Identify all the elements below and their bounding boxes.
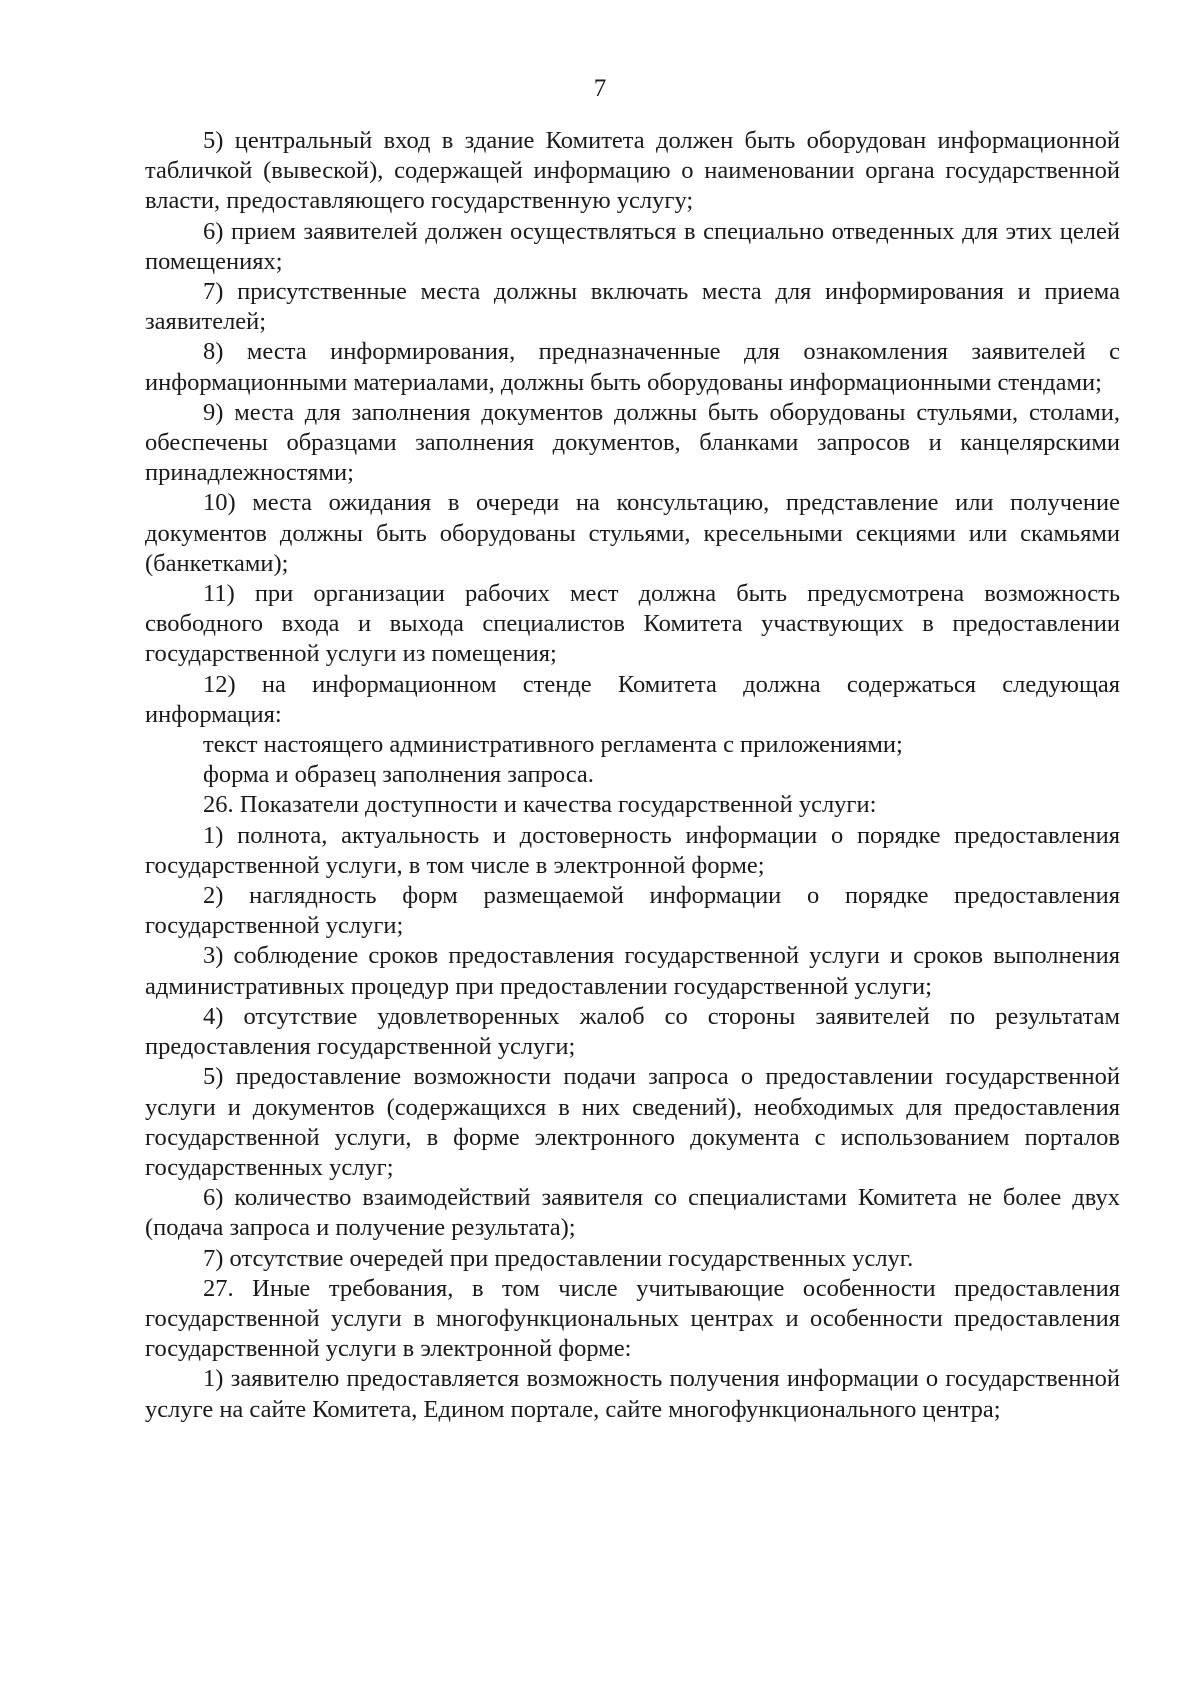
- paragraph-item-11: 11) при организации рабочих мест должна быть предусмотрена возможность свободного входа и выхода специалистов Комитета участвующих в предоставлении государственной услуги из помещения;: [145, 580, 1120, 668]
- paragraph-item-6: 6) прием заявителей должен осуществляться в специально отведенных для этих целей помещениях;: [145, 217, 1120, 275]
- paragraph-item-8: 8) места информирования, предназначенные для ознакомления заявителей с информационными материалами, должны быть оборудованы информационными стендами;: [145, 338, 1120, 396]
- paragraph-26-item-2: 2) наглядность форм размещаемой информации о порядке предоставления государственной услуги;: [145, 882, 1120, 940]
- paragraph-26-item-4: 4) отсутствие удовлетворенных жалоб со стороны заявителей по результатам предоставления государственной услуги;: [145, 1002, 1120, 1061]
- document-body: [145, 126, 1120, 1425]
- section-27-heading: 27. Иные требования, в том числе учитывающие особенности предоставления государственной услуги в многофункциональных центрах и особенности предоставления государственной услуги в электронной форме:: [145, 1274, 1120, 1363]
- paragraph-item-10: 10) места ожидания в очереди на консультацию, представление или получение документов должны быть оборудованы стульями, кресельными секциями или скамьями (банкетками);: [145, 489, 1120, 577]
- paragraph-info-form: форма и образец заполнения запроса.: [203, 761, 594, 789]
- paragraph-26-item-6: 6) количество взаимодействий заявителя со специалистами Комитета не более двух (подача запроса и получение результата);: [145, 1184, 1120, 1242]
- paragraph-26-item-1: 1) полнота, актуальность и достоверность информации о порядке предоставления государственной услуги, в том числе в электронной форме;: [145, 821, 1120, 879]
- paragraph-info-text: текст настоящего административного регламента с приложениями;: [203, 731, 903, 759]
- paragraph-item-9: 9) места для заполнения документов должны быть оборудованы стульями, столами, обеспечены образцами заполнения документов, бланками запросов и канцелярскими принадлежностями;: [145, 398, 1120, 487]
- paragraph-26-item-5: 5) предоставление возможности подачи запроса о предоставлении государственной услуги и документов (содержащихся в них сведений), необходимых для предоставления государственной услуги, в форме электронного документа с использованием порталов государственных услуг;: [145, 1063, 1120, 1181]
- paragraph-26-item-7: 7) отсутствие очередей при предоставлении государственных услуг.: [203, 1244, 914, 1272]
- paragraph-item-12: 12) на информационном стенде Комитета должна содержаться следующая информация:: [145, 670, 1120, 728]
- page-number: 7: [593, 75, 607, 102]
- section-26-heading: 26. Показатели доступности и качества государственной услуги:: [203, 791, 877, 819]
- paragraph-item-5: 5) центральный вход в здание Комитета должен быть оборудован информационной табличкой (вывеской), содержащей информацию о наименовании органа государственной власти, предоставляющего государственную услугу;: [145, 127, 1120, 215]
- paragraph-26-item-3: 3) соблюдение сроков предоставления государственной услуги и сроков выполнения административных процедур при предоставлении государственной услуги;: [145, 942, 1120, 1000]
- paragraph-27-item-1: 1) заявителю предоставляется возможность получения информации о государственной услуге на сайте Комитета, Едином портале, сайте многофункционального центра;: [145, 1365, 1120, 1423]
- paragraph-item-7: 7) присутственные места должны включать места для информирования и приема заявителей;: [145, 278, 1120, 336]
